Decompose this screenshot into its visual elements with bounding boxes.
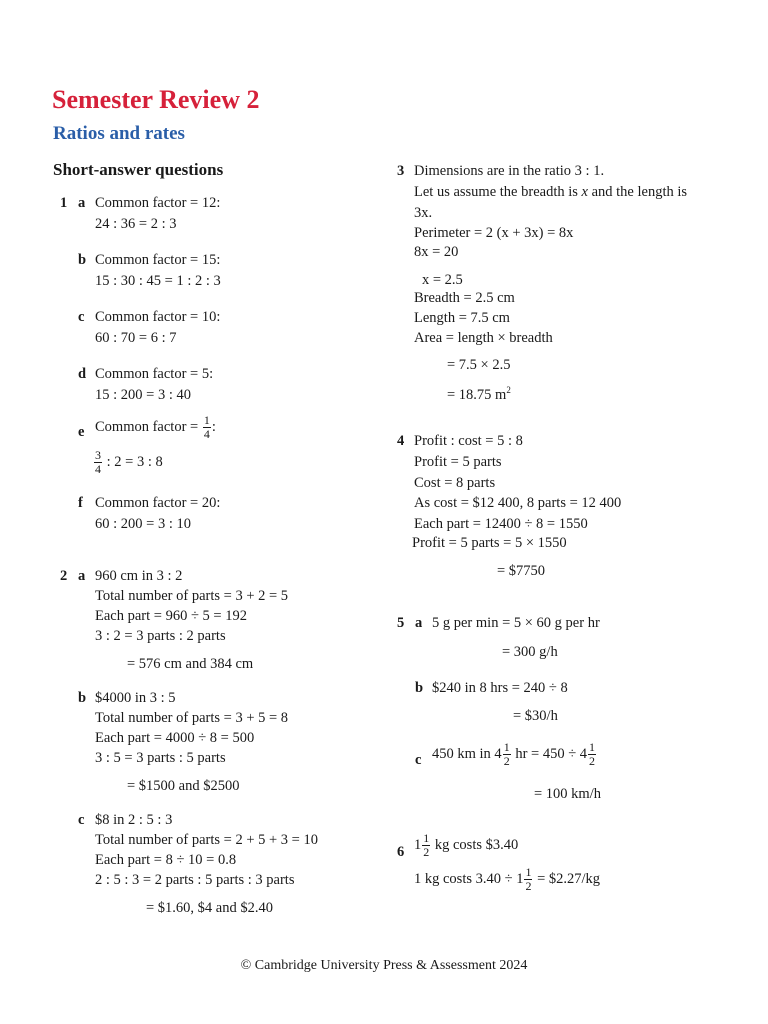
answer-line bbox=[414, 866, 600, 893]
part-letter: a bbox=[78, 195, 86, 211]
part-letter: d bbox=[78, 366, 87, 382]
answer-line: Dimensions are in the ratio 3 : 1. bbox=[414, 163, 605, 179]
answer-text: kg costs $3.40 bbox=[431, 836, 519, 853]
answer-text: and the length is bbox=[587, 184, 688, 200]
answer-line: Breadth = 2.5 cm bbox=[414, 290, 515, 306]
answer-line: Total number of parts = 2 + 5 + 3 = 10 bbox=[95, 832, 318, 848]
answer-line: $8 in 2 : 5 : 3 bbox=[95, 812, 173, 828]
answer-line: Total number of parts = 3 + 5 = 8 bbox=[95, 710, 289, 726]
answer-line: 3 : 5 = 3 parts : 5 parts bbox=[95, 750, 226, 766]
answer-text: = $2.27/kg bbox=[533, 870, 601, 887]
part-letter: b bbox=[415, 680, 424, 696]
answer-line: 2 : 5 : 3 = 2 parts : 5 parts : 3 parts bbox=[95, 872, 295, 888]
question-number: 3 bbox=[397, 163, 405, 179]
answer-text: 1 kg costs 3.40 ÷ 1 bbox=[414, 870, 524, 887]
answer-line: Common factor = 10: bbox=[95, 309, 221, 325]
answer-line: 15 : 200 = 3 : 40 bbox=[95, 387, 191, 403]
denominator: 2 bbox=[525, 879, 532, 893]
page-title: Semester Review 2 bbox=[52, 85, 260, 114]
part-letter: c bbox=[415, 752, 422, 768]
answer-line: Each part = 4000 ÷ 8 = 500 bbox=[95, 730, 255, 746]
answer-result: = $30/h bbox=[513, 708, 558, 724]
answer-line: Total number of parts = 3 + 2 = 5 bbox=[95, 588, 289, 604]
answer-line: 60 : 70 = 6 : 7 bbox=[95, 330, 177, 346]
numerator: 1 bbox=[503, 740, 510, 754]
answer-result: = 576 cm and 384 cm bbox=[127, 656, 254, 672]
variable: x bbox=[581, 184, 588, 200]
section-heading: Short-answer questions bbox=[53, 160, 224, 179]
answer-line: Profit = 5 parts = 5 × 1550 bbox=[412, 535, 567, 551]
answer-line: $240 in 8 hrs = 240 ÷ 8 bbox=[432, 680, 568, 696]
numerator: 1 bbox=[589, 740, 596, 754]
numerator: 3 bbox=[95, 448, 101, 462]
answer-text: : 2 = 3 : 8 bbox=[103, 453, 163, 470]
numerator: 1 bbox=[423, 831, 430, 845]
answer-line: As cost = $12 400, 8 parts = 12 400 bbox=[414, 495, 622, 511]
answer-line: 8x = 20 bbox=[414, 244, 459, 260]
answer-line: Length = 7.5 cm bbox=[414, 310, 510, 326]
answer-text: hr = 450 ÷ 4 bbox=[511, 745, 588, 762]
denominator: 2 bbox=[503, 754, 510, 768]
answer-result: = $1.60, $4 and $2.40 bbox=[146, 900, 273, 916]
answer-line: Profit : cost = 5 : 8 bbox=[414, 433, 523, 449]
answer-result: = $7750 bbox=[497, 563, 546, 579]
answer-line: Each part = 960 ÷ 5 = 192 bbox=[95, 608, 247, 624]
answer-result: = $1500 and $2500 bbox=[127, 778, 240, 794]
answer-line: Each part = 12400 ÷ 8 = 1550 bbox=[414, 516, 588, 532]
part-letter: c bbox=[78, 309, 85, 325]
answer-result: = 100 km/h bbox=[534, 786, 601, 802]
page-subtitle: Ratios and rates bbox=[53, 123, 185, 144]
numerator: 1 bbox=[525, 865, 532, 879]
denominator: 2 bbox=[423, 845, 430, 859]
answer-line: x = 2.5 bbox=[422, 272, 463, 288]
answer-text: : bbox=[211, 418, 216, 435]
fraction bbox=[422, 832, 430, 859]
answer-line: Common factor = 20: bbox=[95, 495, 221, 511]
answer-line: Perimeter = 2 (x + 3x) = 8x bbox=[414, 225, 574, 241]
part-letter: c bbox=[78, 812, 85, 828]
answer-text: 450 km in 4 bbox=[432, 745, 502, 762]
answer-text: = 18.75 m bbox=[447, 386, 507, 403]
answer-line: Area = length × breadth bbox=[414, 330, 553, 346]
answer-line: 60 : 200 = 3 : 10 bbox=[95, 516, 191, 532]
part-letter: a bbox=[415, 615, 423, 631]
fraction bbox=[503, 741, 511, 768]
question-number: 6 bbox=[397, 844, 405, 860]
answer-result: = 300 g/h bbox=[502, 644, 558, 660]
answer-line: 24 : 36 = 2 : 3 bbox=[95, 216, 177, 232]
answer-result bbox=[447, 385, 511, 404]
answer-text: 1 bbox=[414, 836, 422, 853]
answer-line: Profit = 5 parts bbox=[414, 454, 502, 470]
part-letter: b bbox=[78, 690, 87, 706]
part-letter: e bbox=[78, 424, 85, 440]
answer-line: Each part = 8 ÷ 10 = 0.8 bbox=[95, 852, 237, 868]
fraction bbox=[524, 866, 532, 893]
part-letter: b bbox=[78, 252, 87, 268]
answer-line: 3 : 2 = 3 parts : 2 parts bbox=[95, 628, 226, 644]
answer-line: Common factor = 15: bbox=[95, 252, 221, 268]
fraction bbox=[588, 741, 596, 768]
numerator: 1 bbox=[203, 413, 210, 427]
answer-line bbox=[414, 184, 687, 201]
answer-line: 960 cm in 3 : 2 bbox=[95, 568, 183, 584]
answer-line: 15 : 30 : 45 = 1 : 2 : 3 bbox=[95, 273, 221, 289]
answer-line: Common factor = 5: bbox=[95, 366, 214, 382]
fraction bbox=[203, 414, 211, 441]
answer-line bbox=[93, 449, 163, 476]
part-letter: f bbox=[78, 495, 83, 511]
footer-copyright: © Cambridge University Press & Assessment 2024 bbox=[240, 958, 528, 973]
answer-line: Common factor = 12: bbox=[95, 195, 221, 211]
denominator: 4 bbox=[95, 462, 101, 476]
question-number: 1 bbox=[60, 195, 68, 211]
answer-line: 3x. bbox=[414, 205, 433, 221]
denominator: 2 bbox=[589, 754, 596, 768]
answer-line: Cost = 8 parts bbox=[414, 475, 496, 491]
answer-line: = 7.5 × 2.5 bbox=[447, 357, 511, 373]
answer-text: Let us assume the breadth is bbox=[414, 184, 582, 200]
denominator: 4 bbox=[203, 427, 210, 441]
answer-line bbox=[432, 741, 597, 768]
question-number: 4 bbox=[397, 433, 405, 449]
question-number: 2 bbox=[60, 568, 68, 584]
answer-text: Common factor = bbox=[95, 418, 202, 435]
answer-line: $4000 in 3 : 5 bbox=[95, 690, 176, 706]
part-letter: a bbox=[78, 568, 86, 584]
superscript: 2 bbox=[506, 385, 511, 395]
question-number: 5 bbox=[397, 615, 405, 631]
answer-line bbox=[95, 414, 216, 441]
answer-line: 5 g per min = 5 × 60 g per hr bbox=[432, 615, 600, 631]
fraction bbox=[94, 449, 102, 476]
answer-line bbox=[414, 832, 518, 859]
